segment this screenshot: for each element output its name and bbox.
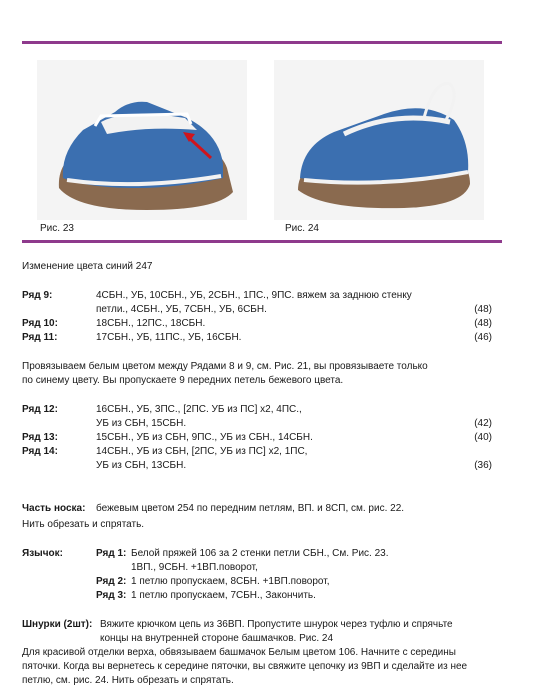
row-13-text: 15СБН., УБ из СБН, 9ПС., УБ из СБН., 14СБН.: [96, 432, 313, 443]
row-14-count: (36): [474, 460, 492, 471]
row-12-text-cont: УБ из СБН, 15СБН.: [96, 418, 187, 429]
row-9-count: (48): [474, 304, 492, 315]
color-change-heading: Изменение цвета синий 247: [22, 261, 153, 272]
tongue-row-1-text-cont: 1ВП., 9СБН. +1ВП.поворот,: [131, 562, 258, 573]
row-11-label: Ряд 11:: [22, 332, 58, 343]
toe-text: бежевым цветом 254 по передним петлям, ВП. и 8СП, см. рис. 22.: [96, 503, 405, 514]
tongue-row-2-label: Ряд 2:: [96, 576, 127, 587]
finish-line-2: пяточки. Когда вы вернетесь к середине пяточки, вы свяжите цепочку из 9ВП и сделайте из нее: [22, 661, 468, 672]
row-14-label: Ряд 14:: [22, 446, 58, 457]
paragraph-1-line-1: Провязываем белым цветом между Рядами 8 и 9, см. Рис. 21, вы провязываете только: [22, 361, 428, 372]
row-9-label: Ряд 9:: [22, 290, 53, 301]
photo-fig23: [37, 60, 247, 220]
tongue-label: Язычок:: [22, 548, 63, 559]
tongue-row-3-text: 1 петлю пропускаем, 7СБН., Закончить.: [131, 590, 316, 601]
toe-finish: Нить обрезать и спрятать.: [22, 519, 145, 530]
fig24-caption: Рис. 24: [285, 223, 319, 234]
crochet-shoe-side-image: [37, 60, 247, 220]
tongue-row-1-text: Белой пряжей 106 за 2 стенки петли СБН., См. Рис. 23.: [131, 548, 389, 559]
row-11-count: (46): [474, 332, 492, 343]
paragraph-1-line-2: по синему цвету. Вы пропускаете 9 передних петель бежевого цвета.: [22, 375, 344, 386]
laces-text: Вяжите крючком цепь из 36ВП. Пропустите шнурок через туфлю и спрячьте: [100, 619, 453, 630]
row-12-label: Ряд 12:: [22, 404, 58, 415]
crochet-shoe-front-image: [274, 60, 484, 220]
finish-line-3: петлю, см. рис. 24. Нить обрезать и спрятать.: [22, 675, 234, 686]
row-12-text: 16СБН., УБ, 3ПС., [2ПС. УБ из ПС] x2, 4ПС.,: [96, 404, 302, 415]
toe-label: Часть носка:: [22, 503, 86, 514]
row-12-count: (42): [474, 418, 492, 429]
tongue-row-1-label: Ряд 1:: [96, 548, 127, 559]
fig23-caption: Рис. 23: [40, 223, 74, 234]
row-9-text: 4СБН., УБ, 10СБН., УБ, 2СБН., 1ПС., 9ПС. вяжем за заднюю стенку: [96, 290, 412, 301]
row-14-text: 14СБН., УБ из СБН, [2ПС, УБ из ПС] x2, 1ПС,: [96, 446, 308, 457]
row-10-count: (48): [474, 318, 492, 329]
row-9-text-cont: петли., 4СБН., УБ, 7СБН., УБ, 6СБН.: [96, 304, 267, 315]
tongue-row-3-label: Ряд 3:: [96, 590, 127, 601]
row-10-text: 18СБН., 12ПС., 18СБН.: [96, 318, 206, 329]
laces-label: Шнурки (2шт):: [22, 619, 93, 630]
row-10-label: Ряд 10:: [22, 318, 58, 329]
laces-text-cont: концы на внутренней стороне башмачков. Рис. 24: [100, 633, 334, 644]
photo-fig24: [274, 60, 484, 220]
mid-divider: [22, 240, 502, 243]
top-divider: [22, 41, 502, 44]
row-11-text: 17СБН., УБ, 11ПС., УБ, 16СБН.: [96, 332, 242, 343]
row-13-label: Ряд 13:: [22, 432, 58, 443]
finish-line-1: Для красивой отделки верха, обвязываем башмачок Белым цветом 106. Начните с середины: [22, 647, 456, 658]
tongue-row-2-text: 1 петлю пропускаем, 8СБН. +1ВП.поворот,: [131, 576, 330, 587]
row-14-text-cont: УБ из СБН, 13СБН.: [96, 460, 187, 471]
row-13-count: (40): [474, 432, 492, 443]
